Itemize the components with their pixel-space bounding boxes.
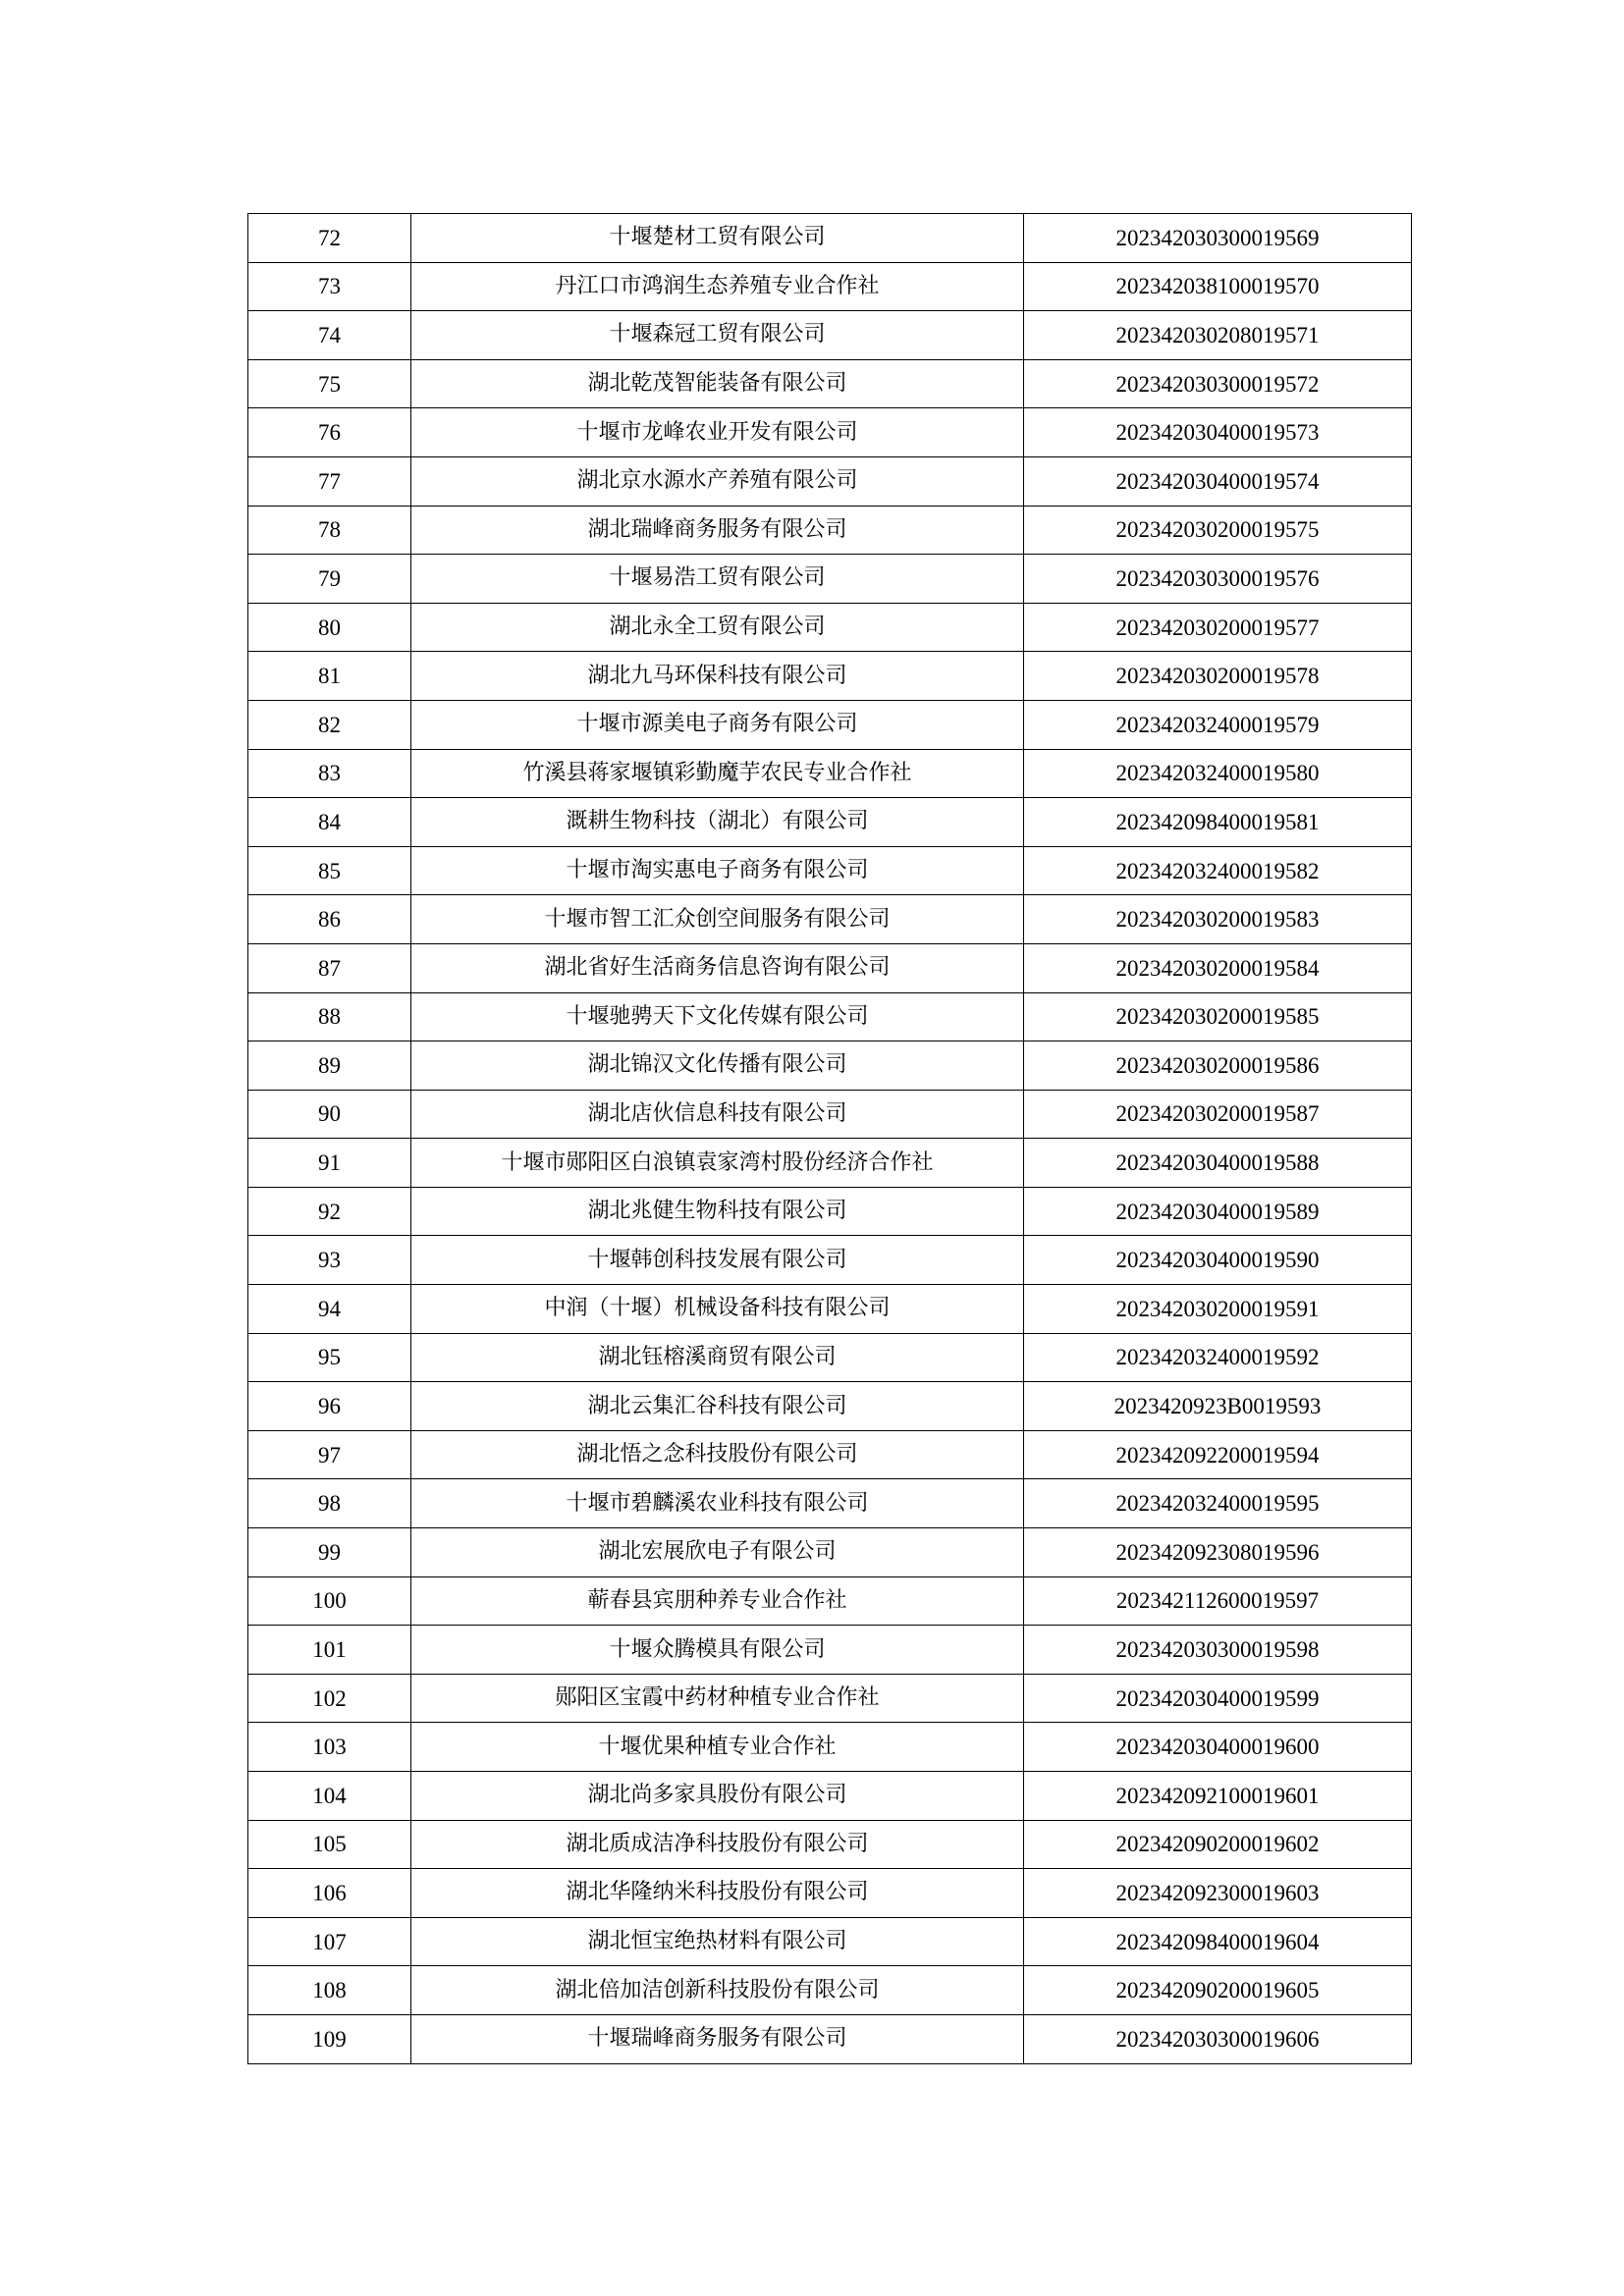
row-number: 73 [248,262,411,311]
table-row [248,1187,1412,1236]
registration-code: 202342030400019589 [1024,1187,1412,1236]
table-row [248,214,1412,263]
registration-code: 2023420923B0019593 [1024,1382,1412,1431]
registration-code: 202342030400019599 [1024,1674,1412,1723]
company-name: 湖北质成洁净科技股份有限公司 [411,1820,1024,1869]
table-row [248,1966,1412,2015]
company-name: 十堰瑞峰商务服务有限公司 [411,2014,1024,2063]
row-number: 75 [248,359,411,408]
row-number: 109 [248,2014,411,2063]
table-row [248,262,1412,311]
table-row [248,749,1412,798]
table-row [248,943,1412,992]
table-row [248,798,1412,847]
registration-code: 202342030200019586 [1024,1041,1412,1091]
table-row [248,359,1412,408]
row-number: 96 [248,1382,411,1431]
registration-code: 202342032400019582 [1024,846,1412,895]
row-number: 87 [248,943,411,992]
table-row [248,555,1412,604]
company-name: 十堰市智工汇众创空间服务有限公司 [411,895,1024,944]
registration-code: 202342030200019578 [1024,652,1412,701]
row-number: 85 [248,846,411,895]
table-row [248,1285,1412,1334]
company-name: 湖北店伙信息科技有限公司 [411,1090,1024,1139]
registration-code: 202342092200019594 [1024,1430,1412,1479]
company-name: 湖北宏展欣电子有限公司 [411,1528,1024,1577]
table-row [248,1139,1412,1188]
company-name: 湖北恒宝绝热材料有限公司 [411,1917,1024,1966]
company-name: 郧阳区宝霞中药材种植专业合作社 [411,1674,1024,1723]
registration-code: 202342032400019579 [1024,700,1412,749]
registration-code: 202342030400019573 [1024,408,1412,457]
registration-code: 202342030200019591 [1024,1285,1412,1334]
company-name: 十堰市源美电子商务有限公司 [411,700,1024,749]
registration-code: 202342030200019583 [1024,895,1412,944]
company-name: 十堰森冠工贸有限公司 [411,311,1024,360]
registration-code: 202342030400019574 [1024,456,1412,506]
company-name: 湖北永全工贸有限公司 [411,603,1024,652]
company-name: 竹溪县蒋家堰镇彩勤魔芋农民专业合作社 [411,749,1024,798]
registration-code: 202342038100019570 [1024,262,1412,311]
company-name: 湖北尚多家具股份有限公司 [411,1772,1024,1821]
row-number: 76 [248,408,411,457]
row-number: 94 [248,1285,411,1334]
company-name: 湖北华隆纳米科技股份有限公司 [411,1869,1024,1918]
row-number: 106 [248,1869,411,1918]
table-row [248,1917,1412,1966]
company-name: 溉耕生物科技（湖北）有限公司 [411,798,1024,847]
registration-code: 202342090200019605 [1024,1966,1412,2015]
table-row [248,1333,1412,1382]
company-name: 十堰驰骋天下文化传媒有限公司 [411,992,1024,1041]
table-row [248,1041,1412,1091]
company-name: 十堰市龙峰农业开发有限公司 [411,408,1024,457]
table-row [248,1430,1412,1479]
row-number: 82 [248,700,411,749]
row-number: 100 [248,1576,411,1626]
row-number: 83 [248,749,411,798]
company-name: 十堰市碧麟溪农业科技有限公司 [411,1479,1024,1528]
registration-code: 202342030200019585 [1024,992,1412,1041]
row-number: 98 [248,1479,411,1528]
table-row [248,506,1412,555]
table-row [248,2014,1412,2063]
table-row [248,1772,1412,1821]
row-number: 92 [248,1187,411,1236]
registration-code: 202342030300019598 [1024,1626,1412,1675]
table-row [248,1479,1412,1528]
table-row [248,408,1412,457]
row-number: 86 [248,895,411,944]
registration-code: 202342030200019577 [1024,603,1412,652]
registration-code: 202342032400019592 [1024,1333,1412,1382]
registration-code: 202342032400019580 [1024,749,1412,798]
registration-code: 202342092300019603 [1024,1869,1412,1918]
registration-code: 202342030200019584 [1024,943,1412,992]
row-number: 99 [248,1528,411,1577]
row-number: 79 [248,555,411,604]
row-number: 107 [248,1917,411,1966]
registration-code: 202342030400019590 [1024,1236,1412,1285]
registration-code: 202342030200019587 [1024,1090,1412,1139]
company-list-table [247,213,1412,2064]
registration-code: 202342092308019596 [1024,1528,1412,1577]
row-number: 77 [248,456,411,506]
company-name: 湖北瑞峰商务服务有限公司 [411,506,1024,555]
row-number: 72 [248,214,411,263]
table-row [248,895,1412,944]
table-row [248,1723,1412,1772]
row-number: 89 [248,1041,411,1091]
company-name: 湖北锦汉文化传播有限公司 [411,1041,1024,1091]
table-row [248,1090,1412,1139]
registration-code: 202342030400019588 [1024,1139,1412,1188]
table-row [248,1528,1412,1577]
company-name: 湖北京水源水产养殖有限公司 [411,456,1024,506]
registration-code: 202342030300019572 [1024,359,1412,408]
registration-code: 202342030300019606 [1024,2014,1412,2063]
registration-code: 202342030200019575 [1024,506,1412,555]
table-row [248,846,1412,895]
row-number: 84 [248,798,411,847]
company-name: 湖北省好生活商务信息咨询有限公司 [411,943,1024,992]
row-number: 90 [248,1090,411,1139]
company-name: 十堰市淘实惠电子商务有限公司 [411,846,1024,895]
row-number: 81 [248,652,411,701]
row-number: 104 [248,1772,411,1821]
table-row [248,456,1412,506]
table-body [248,214,1412,2064]
company-name: 十堰易浩工贸有限公司 [411,555,1024,604]
table-row [248,700,1412,749]
table-row [248,652,1412,701]
company-name: 湖北倍加洁创新科技股份有限公司 [411,1966,1024,2015]
company-name: 十堰楚材工贸有限公司 [411,214,1024,263]
registration-code: 202342098400019604 [1024,1917,1412,1966]
table-row [248,992,1412,1041]
row-number: 105 [248,1820,411,1869]
company-name: 十堰优果种植专业合作社 [411,1723,1024,1772]
row-number: 103 [248,1723,411,1772]
row-number: 93 [248,1236,411,1285]
company-name: 丹江口市鸿润生态养殖专业合作社 [411,262,1024,311]
row-number: 88 [248,992,411,1041]
company-name: 湖北云集汇谷科技有限公司 [411,1382,1024,1431]
row-number: 80 [248,603,411,652]
row-number: 78 [248,506,411,555]
registration-code: 202342032400019595 [1024,1479,1412,1528]
table-row [248,1674,1412,1723]
table-row [248,311,1412,360]
registration-code: 202342030300019576 [1024,555,1412,604]
company-name: 湖北九马环保科技有限公司 [411,652,1024,701]
company-name: 湖北乾茂智能装备有限公司 [411,359,1024,408]
company-name: 湖北兆健生物科技有限公司 [411,1187,1024,1236]
company-name: 蕲春县宾朋种养专业合作社 [411,1576,1024,1626]
table-row [248,1869,1412,1918]
table-row [248,1382,1412,1431]
company-name: 湖北钰榕溪商贸有限公司 [411,1333,1024,1382]
row-number: 97 [248,1430,411,1479]
row-number: 91 [248,1139,411,1188]
table-row [248,1626,1412,1675]
table-row [248,603,1412,652]
row-number: 95 [248,1333,411,1382]
table-row [248,1820,1412,1869]
row-number: 102 [248,1674,411,1723]
registration-code: 202342090200019602 [1024,1820,1412,1869]
table-row [248,1236,1412,1285]
table-row [248,1576,1412,1626]
registration-code: 202342030300019569 [1024,214,1412,263]
registration-code: 202342112600019597 [1024,1576,1412,1626]
company-name: 湖北悟之念科技股份有限公司 [411,1430,1024,1479]
row-number: 108 [248,1966,411,2015]
company-name: 十堰市郧阳区白浪镇袁家湾村股份经济合作社 [411,1139,1024,1188]
registration-code: 202342030208019571 [1024,311,1412,360]
company-name: 中润（十堰）机械设备科技有限公司 [411,1285,1024,1334]
company-name: 十堰众腾模具有限公司 [411,1626,1024,1675]
row-number: 101 [248,1626,411,1675]
registration-code: 202342092100019601 [1024,1772,1412,1821]
registration-code: 202342098400019581 [1024,798,1412,847]
registration-code: 202342030400019600 [1024,1723,1412,1772]
row-number: 74 [248,311,411,360]
company-name: 十堰韩创科技发展有限公司 [411,1236,1024,1285]
